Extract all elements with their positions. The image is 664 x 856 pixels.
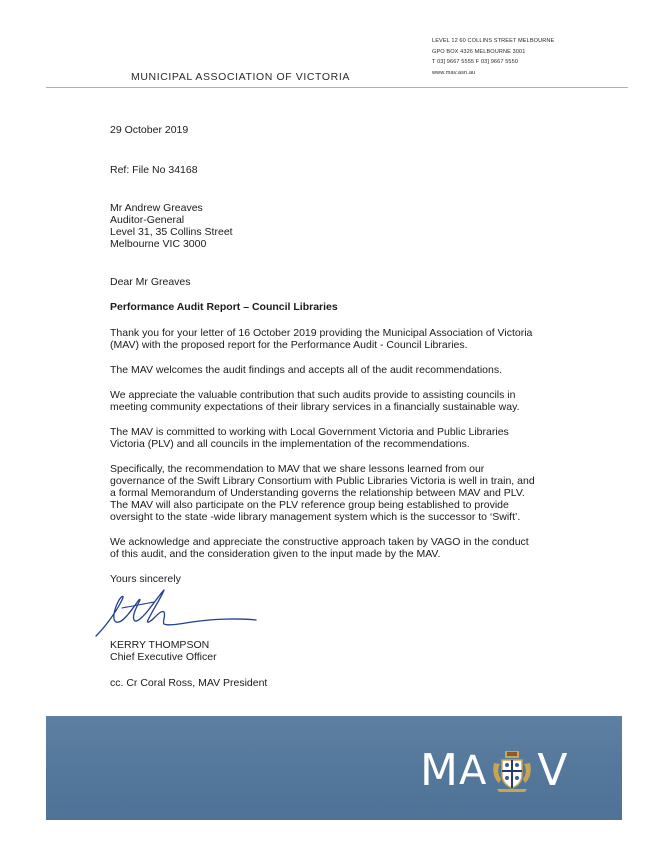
paragraph-line: meeting community expectations of their library services in a financially sustainable way. [110,401,520,413]
logo-letter-v: V [537,745,569,796]
recipient-address-1: Level 31, 35 Collins Street [110,226,233,238]
subject-line: Performance Audit Report – Council Libraries [110,301,338,313]
closing: Yours sincerely [110,573,181,585]
recipient-name: Mr Andrew Greaves [110,202,203,214]
address-line-1: LEVEL 12 60 COLLINS STREET MELBOURNE [432,38,555,44]
letterhead-contact [432,36,554,78]
header-rule [46,87,628,88]
paragraph-line: Specifically, the recommendation to MAV that we share lessons learned from our [110,463,485,475]
coat-of-arms-icon [491,749,533,793]
paragraph-line: (MAV) with the proposed report for the Performance Audit - Council Libraries. [110,339,468,351]
paragraph-line: We acknowledge and appreciate the constructive approach taken by VAGO in the conduct [110,536,529,548]
paragraph-line: Victoria (PLV) and all councils in the implementation of the recommendations. [110,438,470,450]
recipient-address-2: Melbourne VIC 3000 [110,238,207,250]
paragraph-line: oversight to the state -wide library management system which is the successor to ‘Swift’. [110,511,521,523]
paragraph-line: a formal Memorandum of Understanding governs the relationship between MAV and PLV. [110,487,525,499]
mav-logo [420,746,568,796]
website: www.mav.asn.au [432,69,476,76]
paragraph-line: We appreciate the valuable contribution that such audits provide to assisting councils in [110,389,516,401]
letter-date: 29 October 2019 [110,124,189,136]
paragraph-line: of this audit, and the consideration given to the input made by the MAV. [110,548,441,560]
salutation: Dear Mr Greaves [110,276,191,288]
cc-line: cc. Cr Coral Ross, MAV President [110,677,268,689]
paragraph-line: Thank you for your letter of 16 October 2019 providing the Municipal Association of Victoria [110,327,533,339]
paragraph-line: The MAV is committed to working with Local Government Victoria and Public Libraries [110,426,509,438]
logo-letter-m: M [420,745,459,796]
paragraph-line: governance of the Swift Library Consortium with Public Libraries Victoria is well in train, and [110,475,535,487]
signatory-title: Chief Executive Officer [110,651,217,663]
logo-letter-a: A [458,748,488,794]
paragraph-line: The MAV will also participate on the PLV reference group being established to provide [110,499,509,511]
org-name: MUNICIPAL ASSOCIATION OF VICTORIA [131,71,350,83]
phone-line: T 03] 9667 5555 F 03] 9667 5550 [432,59,519,65]
reference: Ref: File No 34168 [110,164,198,176]
recipient-title: Auditor-General [110,214,185,226]
signature [92,586,262,640]
address-line-2: GPO BOX 4326 MELBOURNE 3001 [432,48,526,55]
signatory-name: KERRY THOMPSON [110,639,210,651]
paragraph-line: The MAV welcomes the audit findings and accepts all of the audit recommendations. [110,364,503,376]
